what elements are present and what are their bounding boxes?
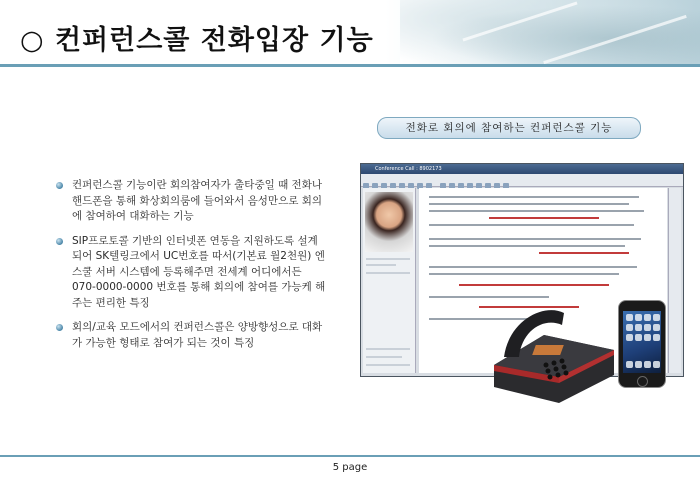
header-decorative-photo (400, 0, 700, 64)
footer-divider (0, 455, 700, 457)
drawing-tools (668, 188, 681, 373)
bullet-text: 회의/교육 모드에서의 컨퍼런스콜은 양방향성으로 대화가 가능한 형태로 참여가 되는 것이 특징 (72, 321, 323, 349)
bullet-icon (56, 238, 63, 245)
bullet-item (56, 234, 326, 312)
image-caption: 전화로 회의에 참여하는 컨퍼런스콜 기능 (377, 117, 641, 139)
slide-header (0, 0, 700, 66)
page-number: 5 page (332, 462, 368, 473)
bullet-list (56, 178, 326, 360)
smartphone-icon (618, 300, 666, 388)
bullet-text: SIP프로토콜 기반의 인터넷폰 연동을 지원하도록 설계되어 SK텔링크에서 UC번호를 따서(기본료 월2천원) 엔스쿨 서버 시스템에 등록해주면 전세계 어디에서든 070-0000-0000 번호를 통해 회의에 참여를 가능케 해주는 편리한 특징 (72, 234, 326, 309)
slide-title: ○ 컨퍼런스콜 전화입장 기능 (20, 25, 374, 56)
app-titlebar: Conference Call : 8902173 (361, 164, 683, 174)
bullet-icon (56, 324, 63, 331)
header-divider (0, 64, 700, 67)
bullet-item (56, 178, 326, 225)
desk-phone-icon (484, 295, 619, 405)
app-toolbar (361, 174, 683, 187)
participant-avatar (365, 192, 413, 252)
participant-panel (363, 188, 416, 373)
bullet-text: 컨퍼런스콜 기능이란 회의참여자가 출타중일 때 전화나 핸드폰을 통해 화상회의룸에 들어와서 음성만으로 회의에 참여하여 대화하는 기능 (72, 179, 322, 222)
bullet-item (56, 320, 326, 351)
bullet-icon (56, 182, 63, 189)
